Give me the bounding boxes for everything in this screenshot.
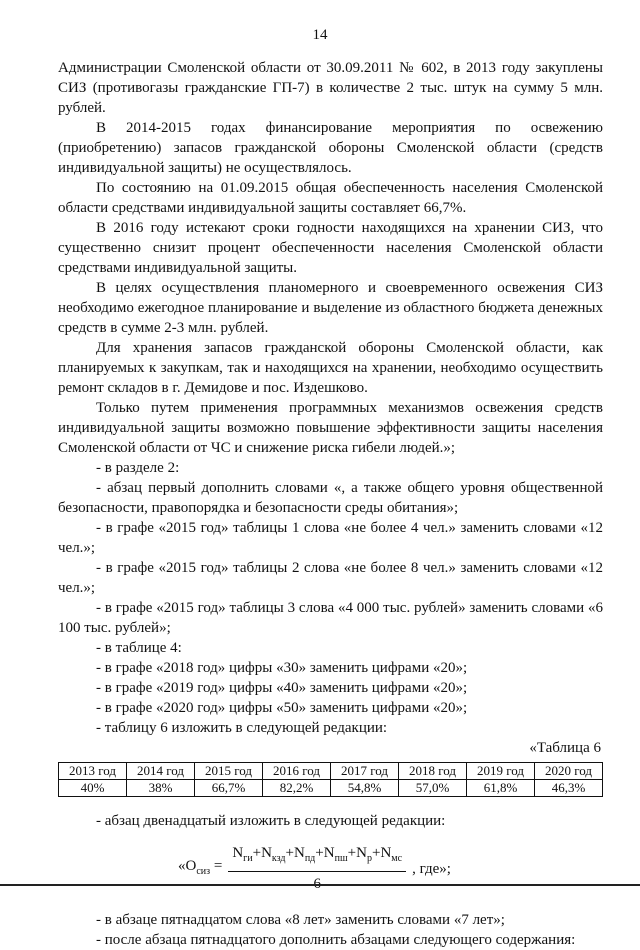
table-cell: 66,7% — [195, 780, 263, 797]
formula — [178, 843, 603, 894]
bottom-divider — [0, 884, 640, 886]
formula-fraction — [228, 843, 406, 894]
formula-lhs: «$О_{сиз}$ = — [178, 857, 223, 877]
formula-numerator: $N_{ги}+N_{кзд}+N_{пд}+N_{пш}+N_р+N_{мс}$ — [228, 843, 406, 872]
paragraph: - в таблице 4: — [96, 640, 182, 656]
paragraph: - в графе «2018 год» цифры «30» заменить цифрами «20»; — [96, 660, 468, 676]
table-caption: «Таблица 6 — [529, 740, 601, 756]
formula-denominator — [313, 872, 321, 894]
table-cell: 40% — [59, 780, 127, 797]
table-header-cell: 2013 год — [59, 763, 127, 780]
paragraph: В 2016 году истекают сроки годности находящихся на хранении СИЗ, что существенно снизит процент обеспеченности населения Смоленской области средствами индивидуальной защиты. — [58, 220, 603, 276]
paragraph: Только путем применения программных механизмов освежения средств индивидуальной защиты возможно повышение эффективности защиты населения Смоленской области от ЧС и снижение риска гибели людей.»; — [58, 400, 603, 456]
table-cell: 54,8% — [331, 780, 399, 797]
paragraph: В целях осуществления планомерного и своевременного освежения СИЗ необходимо ежегодное планирование и выделение из областного бюджета денежных средств в сумме 2-3 млн. рублей. — [58, 280, 603, 336]
paragraph: - в графе «2020 год» цифры «50» заменить цифрами «20»; — [96, 700, 468, 716]
table-header-cell: 2018 год — [399, 763, 467, 780]
paragraph: - абзац первый дополнить словами «, а также общего уровня общественной безопасности, правопорядка и безопасности среды обитания»; — [58, 480, 603, 516]
table-header-cell: 2016 год — [263, 763, 331, 780]
paragraph: В 2014-2015 годах финансирование мероприятия по освежению (приобретению) запасов гражданской обороны Смоленской области (средств индивидуальной защиты) не осуществлялось. — [58, 120, 603, 176]
table-cell: 46,3% — [535, 780, 603, 797]
table-cell: 82,2% — [263, 780, 331, 797]
table-header-cell: 2015 год — [195, 763, 263, 780]
paragraph: - в разделе 2: — [96, 460, 180, 476]
table-header-cell: 2019 год — [467, 763, 535, 780]
paragraph: - в графе «2015 год» таблицы 2 слова «не более 8 чел.» заменить словами «12 чел.»; — [58, 560, 603, 596]
table-header-cell: 2014 год — [127, 763, 195, 780]
table-cell: 61,8% — [467, 780, 535, 797]
table-6 — [58, 762, 603, 797]
table-header-row — [59, 763, 603, 780]
formula-tail: , где»; — [412, 860, 451, 877]
paragraph: - в графе «2015 год» таблицы 3 слова «4 000 тыс. рублей» заменить словами «6 100 тыс. рублей»; — [58, 600, 603, 636]
paragraph: - в графе «2019 год» цифры «40» заменить цифрами «20»; — [96, 680, 468, 696]
table-row — [59, 780, 603, 797]
paragraph: Для хранения запасов гражданской обороны Смоленской области, как планируемых к закупкам, так и находящихся на хранении, необходимо осуществить ремонт складов в г. Демидове и пос. Издешково. — [58, 340, 603, 396]
page-number: 14 — [312, 27, 328, 43]
table-cell: 38% — [127, 780, 195, 797]
paragraph: - в абзаце пятнадцатом слова «8 лет» заменить словами «7 лет»; — [96, 912, 505, 928]
paragraph: - таблицу 6 изложить в следующей редакции: — [96, 720, 388, 736]
document-body — [58, 58, 603, 950]
paragraph: Администрации Смоленской области от 30.09.2011 № 602, в 2013 году закуплены СИЗ (противогазы гражданские ГП-7) в количестве 2 тыс. штук на сумму 5 млн. рублей. — [58, 60, 603, 116]
table-cell: 57,0% — [399, 780, 467, 797]
table-header-cell: 2017 год — [331, 763, 399, 780]
table-header-cell: 2020 год — [535, 763, 603, 780]
paragraph: - в графе «2015 год» таблицы 1 слова «не более 4 чел.» заменить словами «12 чел.»; — [58, 520, 603, 556]
paragraph: - после абзаца пятнадцатого дополнить абзацами следующего содержания: — [96, 932, 576, 948]
paragraph: По состоянию на 01.09.2015 общая обеспеченность населения Смоленской области средствами индивидуальной защиты составляет 66,7%. — [58, 180, 603, 216]
paragraph: - абзац двенадцатый изложить в следующей редакции: — [96, 813, 446, 829]
